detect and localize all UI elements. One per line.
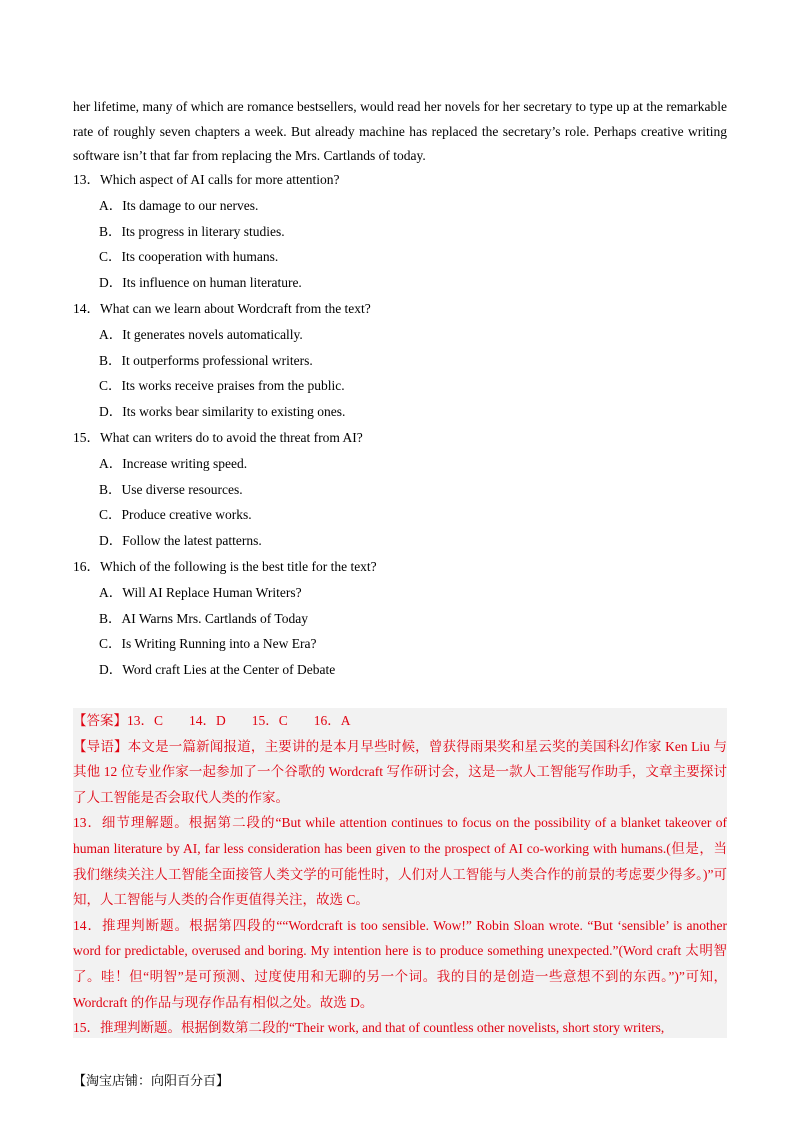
option-15-c: C．Produce creative works.	[99, 507, 252, 523]
option-13-d: D．Its influence on human literature.	[99, 275, 302, 291]
explanation-13: 13．细节理解题。根据第二段的“But while attention continues to focus on the possibility of a blanket takeover of human literature by AI, far less consideration has been given to the prospect of AI co-working with humans.(但是，当我们继续关注人工智能全面接管人类文学的可能性时，人们对人工智能与人类合作的前景的考虑要少得多。)”可知，人工智能与人类的合作更值得关注，故选 C。	[73, 815, 727, 908]
option-16-b: B．AI Warns Mrs. Cartlands of Today	[99, 610, 308, 626]
question-16: 16．Which of the following is the best title for the text?	[73, 558, 377, 574]
answer-key	[73, 708, 727, 734]
passage-text: her lifetime, many of which are romance bestsellers, would read her novels for her secretary to type up at the remarkable rate of roughly seven chapters a week. But already machine has replaced the secretary’s role. Perhaps creative writing software isn’t that far from replacing the Mrs. Cartlands of today.	[73, 99, 727, 163]
answer-intro	[73, 734, 727, 811]
question-14: 14．What can we learn about Wordcraft from the text?	[73, 300, 371, 316]
answer-section	[73, 708, 727, 1038]
answer-item-15: 15．C	[251, 713, 288, 728]
question-13: 13．Which aspect of AI calls for more attention?	[73, 172, 340, 187]
option-16-a: A．Will AI Replace Human Writers?	[99, 584, 302, 600]
option-16-d: D．Word craft Lies at the Center of Debate	[99, 662, 336, 678]
answer-item-16: 16．A	[313, 713, 351, 728]
question-15: 15．What can writers do to avoid the threat from AI?	[73, 429, 363, 445]
question-list	[73, 167, 727, 683]
option-16-c: C．Is Writing Running into a New Era?	[99, 636, 317, 652]
intro-text: 本文是一篇新闻报道，主要讲的是本月早些时候，曾获得雨果奖和星云奖的美国科幻作家 Ken Liu 与其他 12 位专业作家一起参加了一个谷歌的 Wordcraft 写作研讨会，这是一款人工智能写作助手，文章主要探讨了人工智能是否会取代人类的作家。	[73, 738, 727, 805]
option-15-b: B．Use diverse resources.	[99, 481, 243, 497]
intro-label: 【导语】	[73, 738, 128, 754]
option-14-a: A．It generates novels automatically.	[99, 326, 303, 342]
answer-item-14: 14．D	[189, 713, 226, 728]
footer-shop-label: 【淘宝店铺：向阳百分百】	[73, 1074, 230, 1089]
option-14-b: B．It outperforms professional writers.	[99, 352, 313, 368]
answer-item-13: 13．C	[127, 713, 164, 728]
answer-label: 【答案】	[73, 713, 127, 728]
option-14-d: D．Its works bear similarity to existing ones.	[99, 404, 346, 420]
option-14-c: C．Its works receive praises from the public.	[99, 378, 345, 394]
option-13-b: B．Its progress in literary studies.	[99, 223, 285, 239]
option-13-a: A．Its damage to our nerves.	[99, 197, 259, 213]
option-13-c: C．Its cooperation with humans.	[99, 249, 279, 265]
option-15-a: A．Increase writing speed.	[99, 455, 248, 471]
explanation-14: 14．推理判断题。根据第四段的““Wordcraft is too sensible. Wow!” Robin Sloan wrote. “But ‘sensible’ is another word for predictable, overused and boring. My intention here is to produce something unexpected.”(Word craft 太明智了。哇！但“明智”是可预测、过度使用和无聊的另一个词。我的目的是创造一些意想不到的东西。”)”可知，Wordcraft 的作品与现存作品有相似之处。故选 D。	[73, 917, 727, 1010]
option-15-d: D．Follow the latest patterns.	[99, 533, 262, 549]
explanation-15: 15．推理判断题。根据倒数第二段的“Their work, and that of countless other novelists, short story writers,	[73, 1020, 665, 1036]
